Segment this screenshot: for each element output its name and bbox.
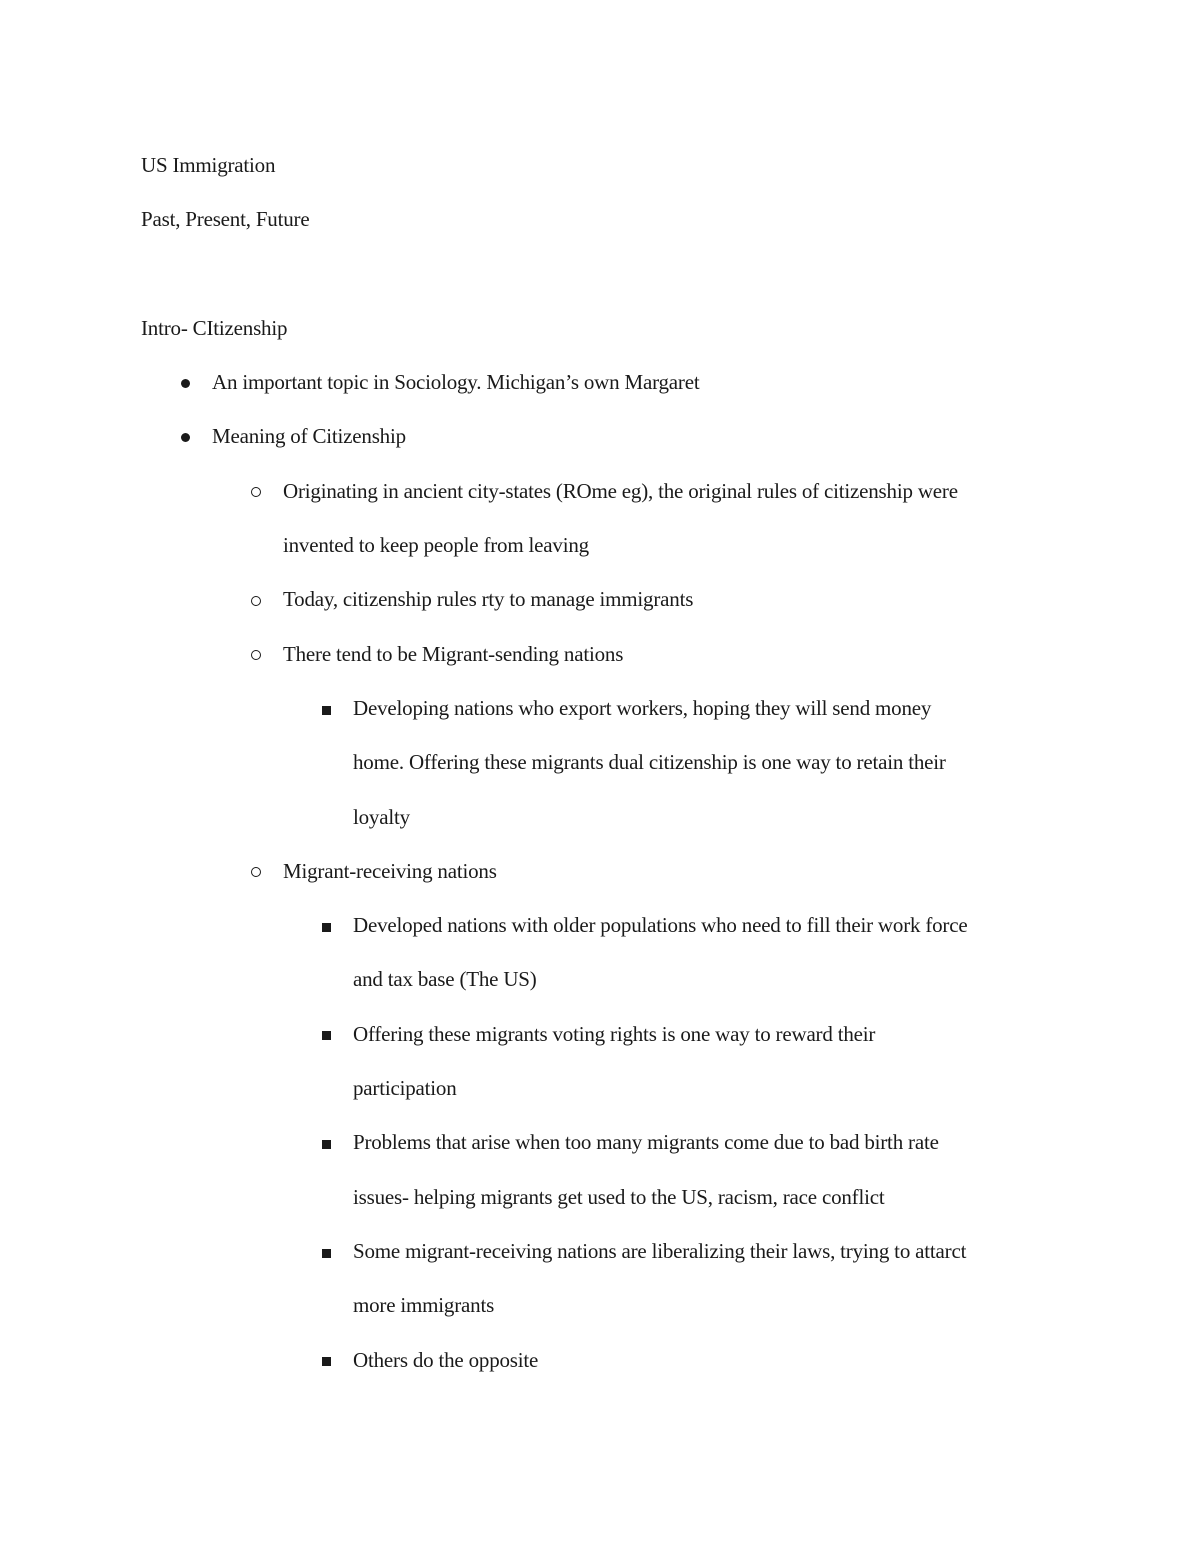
list-item: Originating in ancient city-states (ROme eg), the original rules of citizenship were invented to keep people from leaving: [141, 464, 1071, 573]
list-item: There tend to be Migrant-sending nations: [141, 627, 1071, 681]
square-bullet-icon: [316, 898, 336, 952]
list-item: An important topic in Sociology. Michigan’s own Margaret: [141, 355, 1071, 409]
list-item: Today, citizenship rules rty to manage immigrants: [141, 572, 1071, 626]
blank-line: [141, 247, 1071, 301]
document-body: [141, 138, 1071, 1387]
document-subtitle: Past, Present, Future: [141, 207, 310, 232]
section-heading: Intro- CItizenship: [141, 315, 288, 340]
list-item: Migrant-receiving nations: [141, 844, 1071, 898]
outline-list: [141, 355, 1071, 1387]
hollow-circle-bullet-icon: [246, 464, 266, 518]
square-bullet-icon: [316, 1115, 336, 1169]
square-bullet-icon: [316, 1007, 336, 1061]
list-item: Problems that arise when too many migrants come due to bad birth rate issues- helping migrants get used to the US, racism, race conflict: [141, 1115, 1071, 1224]
list-item: Others do the opposite: [141, 1333, 1071, 1387]
list-item: Offering these migrants voting rights is one way to reward their participation: [141, 1007, 1071, 1116]
list-item: Developing nations who export workers, hoping they will send money home. Offering these migrants dual citizenship is one way to retain their loyalty: [141, 681, 1071, 844]
list-item: Some migrant-receiving nations are liberalizing their laws, trying to attarct more immigrants: [141, 1224, 1071, 1333]
list-item: Developed nations with older populations who need to fill their work force and tax base (The US): [141, 898, 1071, 1007]
square-bullet-icon: [316, 1333, 336, 1387]
hollow-circle-bullet-icon: [246, 572, 266, 626]
list-item: Meaning of Citizenship: [141, 409, 1071, 463]
filled-circle-bullet-icon: [175, 355, 195, 409]
square-bullet-icon: [316, 1224, 336, 1278]
filled-circle-bullet-icon: [175, 409, 195, 463]
document-title: US Immigration: [141, 153, 276, 177]
hollow-circle-bullet-icon: [246, 844, 266, 898]
square-bullet-icon: [316, 681, 336, 735]
hollow-circle-bullet-icon: [246, 627, 266, 681]
